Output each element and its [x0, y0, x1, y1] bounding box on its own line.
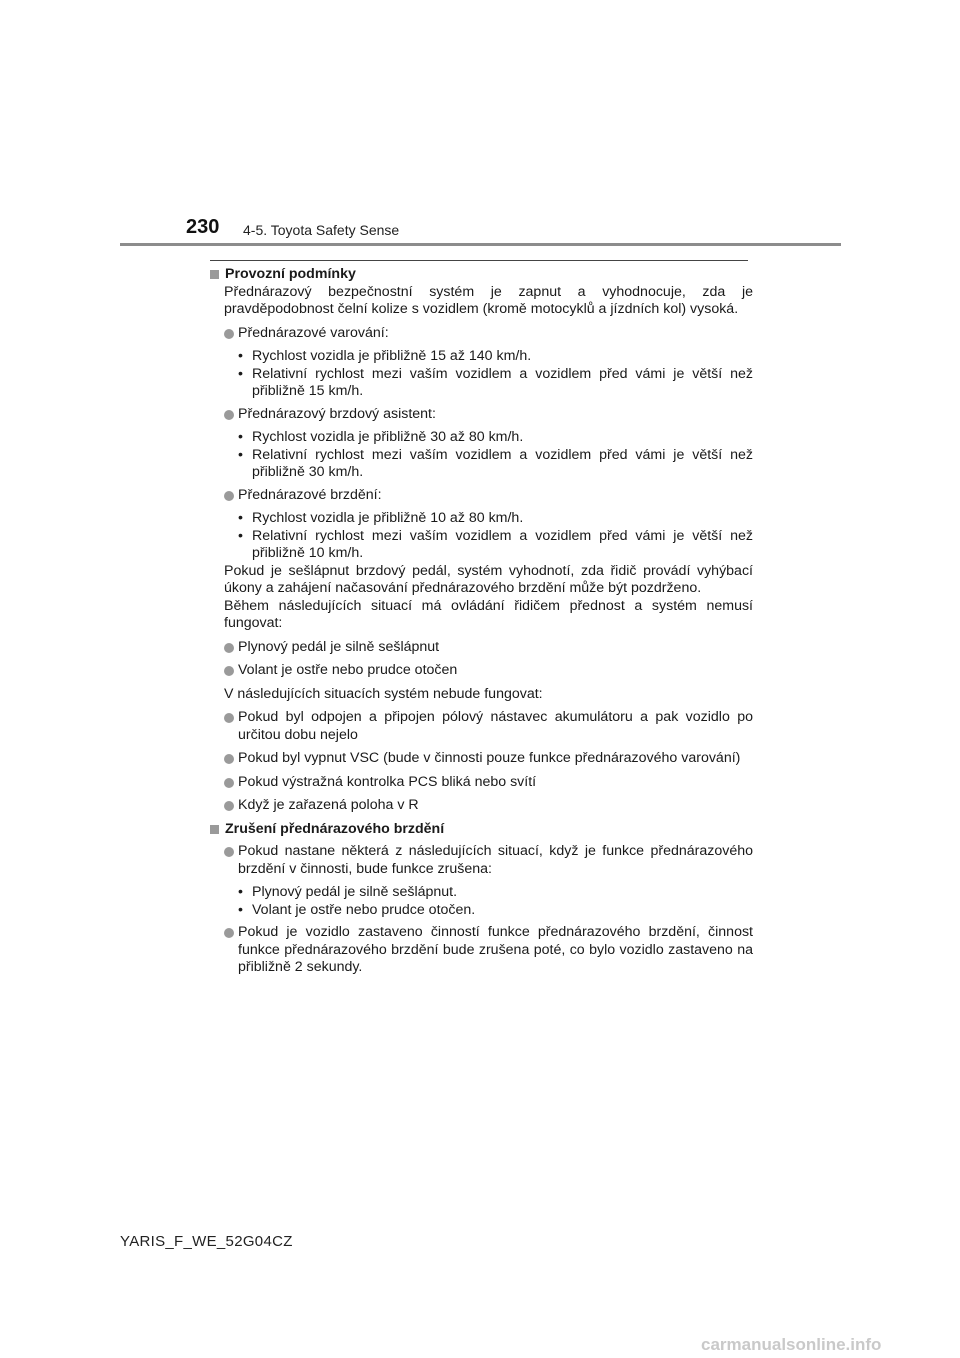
circle-bullet-icon: [224, 778, 234, 788]
list-item: Přednárazové brzdění:: [210, 487, 753, 505]
page-number: 230: [186, 216, 220, 238]
sub-list-item: • Plynový pedál je silně sešlápnut.: [238, 884, 458, 900]
content-rule: [210, 260, 748, 261]
paragraph: Přednárazový bezpečnostní systém je zapnut a vyhodnocuje, zda je pravděpodobnost čelní kolize s vozidlem (kromě motocyklů a jízdních kol) vysoká.: [224, 283, 753, 317]
watermark: carmanualsonline.info: [701, 1335, 882, 1354]
circle-bullet-icon: [224, 410, 234, 420]
circle-bullet-icon: [224, 754, 234, 764]
list-item: Pokud nastane některá z následujících situací, když je funkce přednárazového brzdění v činnosti, bude funkce zrušena:: [210, 843, 753, 878]
sub-list-item: • Relativní rychlost mezi vaším vozidlem a vozidlem před vámi je větší než přibližně 30 km/h.: [238, 446, 753, 480]
list-item: Přednárazové varování:: [210, 325, 753, 343]
sub-list-item: • Rychlost vozidla je přibližně 15 až 140 km/h.: [238, 348, 532, 364]
circle-bullet-icon: [224, 847, 234, 857]
list-item: Přednárazový brzdový asistent:: [210, 406, 753, 424]
circle-bullet-icon: [224, 329, 234, 339]
square-bullet-icon: [210, 270, 219, 279]
sub-list-item: • Rychlost vozidla je přibližně 10 až 80 km/h.: [238, 510, 524, 526]
list-item: Když je zařazená poloha v R: [210, 797, 753, 815]
page-content: [210, 266, 753, 977]
circle-bullet-icon: [224, 666, 234, 676]
sub-list-item: • Rychlost vozidla je přibližně 30 až 80 km/h.: [238, 429, 524, 445]
circle-bullet-icon: [224, 801, 234, 811]
sub-list-item: • Volant je ostře nebo prudce otočen.: [238, 901, 476, 918]
list-item: Pokud byl odpojen a připojen pólový nástavec akumulátoru a pak vozidlo po určitou dobu nejelo: [210, 709, 753, 744]
square-bullet-icon: [210, 825, 219, 834]
heading-cancel-braking: Zrušení přednárazového brzdění: [210, 821, 753, 839]
sub-list-item: • Relativní rychlost mezi vaším vozidlem a vozidlem před vámi je větší než přibližně 10 km/h.: [238, 527, 753, 561]
list-item: Pokud byl vypnut VSC (bude v činnosti pouze funkce přednárazového varování): [210, 750, 753, 768]
list-item: Pokud výstražná kontrolka PCS bliká nebo svítí: [210, 774, 753, 792]
footer-code: YARIS_F_WE_52G04CZ: [120, 1233, 293, 1250]
circle-bullet-icon: [224, 928, 234, 938]
circle-bullet-icon: [224, 713, 234, 723]
heading-operating-conditions: Provozní podmínky: [210, 266, 753, 284]
list-item: Plynový pedál je silně sešlápnut: [210, 639, 753, 657]
header-rule: [120, 243, 841, 246]
sub-list-item: • Relativní rychlost mezi vaším vozidlem a vozidlem před vámi je větší než přibližně 15 km/h.: [238, 365, 753, 399]
paragraph: Pokud je sešlápnut brzdový pedál, systém vyhodnotí, zda řidič provádí vyhýbací úkony a zahájení načasování přednárazového brzdění může být pozdrženo.: [224, 562, 753, 596]
list-item: Pokud je vozidlo zastaveno činností funkce přednárazového brzdění, činnost funkce přednárazového brzdění bude zrušena poté, co bylo vozidlo zastaveno na přibližně 2 sekundy.: [210, 924, 753, 977]
list-item: Volant je ostře nebo prudce otočen: [210, 662, 753, 680]
circle-bullet-icon: [224, 643, 234, 653]
circle-bullet-icon: [224, 491, 234, 501]
paragraph: Během následujících situací má ovládání řidičem přednost a systém nemusí fungovat:: [224, 597, 753, 631]
section-title: 4-5. Toyota Safety Sense: [243, 222, 400, 238]
paragraph: V následujících situacích systém nebude fungovat:: [224, 685, 543, 702]
